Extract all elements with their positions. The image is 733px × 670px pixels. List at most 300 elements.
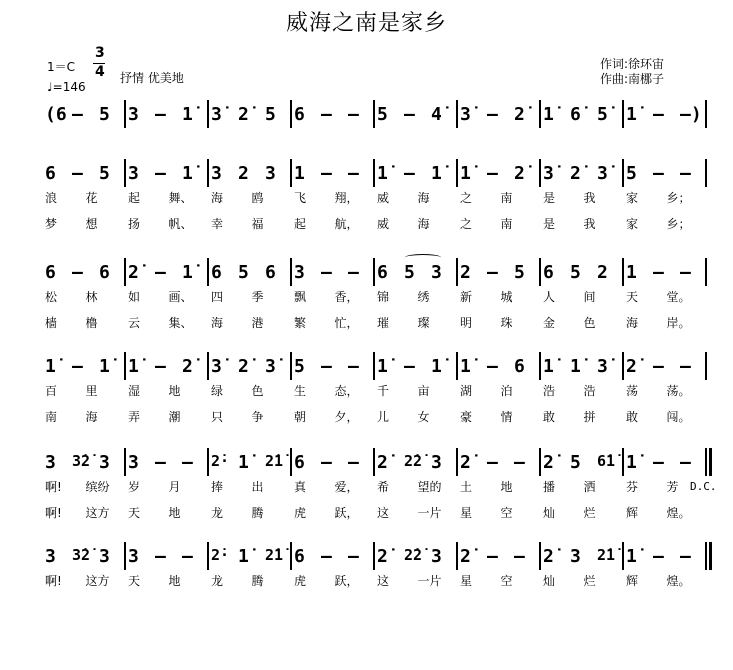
note: – (321, 163, 332, 184)
note: 5 (294, 356, 305, 377)
note: 1̇ (238, 546, 249, 567)
note: 1̇ (182, 163, 193, 184)
note: 3 (431, 546, 442, 567)
lyric: 这方 (85, 574, 110, 588)
lyric: 起 (128, 191, 141, 205)
time-signature-top: 3 (95, 45, 105, 61)
lyric: 跃， (334, 574, 359, 588)
note: 1̇ (570, 356, 581, 377)
note: 1̇ (543, 104, 554, 125)
bar-line (622, 100, 624, 128)
note: 2̇ (543, 546, 554, 567)
note: 2̇ (543, 452, 554, 473)
note: 2̇1̇ (265, 452, 284, 470)
key-signature: 1＝C (47, 60, 76, 74)
lyric: 香， (334, 290, 359, 304)
bar-line (373, 258, 375, 286)
note: 2̇ (460, 546, 471, 567)
bar-line (705, 352, 707, 380)
bar-line (124, 542, 126, 570)
lyric: 煌。 (666, 574, 691, 588)
lyric: 间 (583, 290, 596, 304)
lyric: 地 (168, 506, 181, 520)
lyric: 儿 (377, 410, 390, 424)
note: 6 (377, 262, 388, 283)
lyric: 烂 (583, 506, 596, 520)
bar-line (539, 100, 541, 128)
bar-line (456, 100, 458, 128)
note: 5 (265, 104, 276, 125)
lyric: 色 (251, 384, 264, 398)
lyric: 情 (500, 410, 513, 424)
lyric: 梦 (45, 217, 58, 231)
note: 2̇1̇ (597, 546, 616, 564)
bar-line (207, 352, 209, 380)
bar-line (622, 542, 624, 570)
note: 3 (431, 452, 442, 473)
lyric: 之 (460, 217, 473, 231)
note: 3̇2̇ (72, 546, 91, 564)
lyric: 烂 (583, 574, 596, 588)
lyric: 灿 (543, 574, 556, 588)
lyric: 飞 (294, 191, 307, 205)
lyric: 这 (377, 506, 390, 520)
lyric: 忙， (334, 316, 359, 330)
note: 2̇2̇ (404, 452, 423, 470)
note: – (155, 104, 166, 125)
bar-line (373, 542, 375, 570)
note: 2̇ (570, 163, 581, 184)
lyric: 鸥 (251, 191, 264, 205)
lyric: 珠 (500, 316, 513, 330)
note: 1̇ (543, 356, 554, 377)
lyric: 璨 (417, 316, 430, 330)
lyric: 潮 (168, 410, 181, 424)
note: – (653, 546, 664, 567)
lyric: 松 (45, 290, 58, 304)
bar-line (539, 352, 541, 380)
note: – (653, 163, 664, 184)
note: 6 (265, 262, 276, 283)
bar-line (290, 542, 292, 570)
note: – (514, 452, 525, 473)
lyric: 夕， (334, 410, 359, 424)
lyric: 威 (377, 217, 390, 231)
note: – (321, 262, 332, 283)
note: 5 (238, 262, 249, 283)
note: – (487, 262, 498, 283)
lyric: 南 (500, 217, 513, 231)
lyric: 星 (460, 574, 473, 588)
note: 3̇2̇ (72, 452, 91, 470)
lyric: 地 (168, 574, 181, 588)
lyric: 争 (251, 410, 264, 424)
lyric: 幸 (211, 217, 224, 231)
note: – (182, 452, 193, 473)
lyric: 生 (294, 384, 307, 398)
bar-line (705, 159, 707, 187)
note: 2̇ (514, 104, 525, 125)
lyric: 城 (500, 290, 513, 304)
note: – (155, 163, 166, 184)
bar-line (290, 159, 292, 187)
song-title: 威海之南是家乡 (285, 11, 447, 36)
bar-line (705, 258, 707, 286)
lyric: 堂。 (666, 290, 691, 304)
bar-line (290, 448, 292, 476)
note: 5 (570, 452, 581, 473)
lyric: 福 (251, 217, 264, 231)
note: – (321, 104, 332, 125)
lyric: 这方 (85, 506, 110, 520)
note: 5 (377, 104, 388, 125)
note: – (680, 452, 691, 473)
lyric: 弄 (128, 410, 141, 424)
lyric: 荡。 (666, 384, 691, 398)
note: 5 (570, 262, 581, 283)
note: 3 (128, 104, 139, 125)
note: 6 (514, 356, 525, 377)
bar-line (456, 258, 458, 286)
note: 6 (294, 104, 305, 125)
note: 5 (404, 262, 415, 283)
note: 3 (45, 546, 56, 567)
lyric: 天 (626, 290, 639, 304)
lyric: 空 (500, 506, 513, 520)
bar-line (373, 448, 375, 476)
bar-line (124, 159, 126, 187)
note: 1̇ (128, 356, 139, 377)
note: 1̇ (377, 356, 388, 377)
composer-credit: 作曲:南梛子 (600, 72, 665, 86)
lyric: 只 (211, 410, 224, 424)
lyric: 扬 (128, 217, 141, 231)
note: – (72, 356, 83, 377)
note: – (653, 452, 664, 473)
lyric: 女 (417, 410, 430, 424)
bar-line (539, 159, 541, 187)
lyric: 虎 (294, 506, 307, 520)
lyric: 灿 (543, 506, 556, 520)
bar-line (705, 100, 707, 128)
lyric: 跃， (334, 506, 359, 520)
bar-line (539, 448, 541, 476)
note: 5̇ (597, 104, 608, 125)
bar-line (207, 448, 209, 476)
note: – (348, 356, 359, 377)
lyric: 天 (128, 506, 141, 520)
lyric: 翔， (334, 191, 359, 205)
note: – (653, 104, 664, 125)
lyric: 空 (500, 574, 513, 588)
lyric: 啊! (45, 574, 62, 588)
note: 3̇ (543, 163, 554, 184)
lyric: 季 (251, 290, 264, 304)
note: 6 (45, 163, 56, 184)
note: – (680, 262, 691, 283)
lyric: 一片 (417, 506, 442, 520)
note: 1̇ (238, 452, 249, 473)
note: 2 (597, 262, 608, 283)
note: – (404, 163, 415, 184)
bar-line (539, 542, 541, 570)
lyric: 敢 (543, 410, 556, 424)
note: – (155, 356, 166, 377)
note: 3̇ (265, 356, 276, 377)
lyric: 浪 (45, 191, 58, 205)
note: 6 (294, 452, 305, 473)
lyric: 乡； (666, 217, 691, 231)
note: 1 (294, 163, 305, 184)
lyric: 璀 (377, 316, 390, 330)
lyric: 我 (583, 217, 596, 231)
dc-mark: D.C. (690, 480, 717, 493)
lyric: 腾 (251, 506, 264, 520)
note: 3 (128, 546, 139, 567)
lyric: 绣 (417, 290, 430, 304)
lyric: 百 (45, 384, 58, 398)
lyric: 地 (500, 480, 513, 494)
note: – (487, 104, 498, 125)
note: 3̇ (597, 356, 608, 377)
lyric: 捧 (211, 480, 224, 494)
lyric: 南 (45, 410, 58, 424)
lyric: 四 (211, 290, 224, 304)
note: 6 (45, 262, 56, 283)
note: – (404, 356, 415, 377)
lyric: 想 (85, 217, 98, 231)
bar-line (705, 542, 707, 570)
note: 3̇ (211, 356, 222, 377)
slur-arc (405, 254, 441, 261)
note: 3 (431, 262, 442, 283)
lyric: 橹 (85, 316, 98, 330)
lyric: 星 (460, 506, 473, 520)
note: – (404, 104, 415, 125)
lyric: 土 (460, 480, 473, 494)
note: (6 (45, 104, 67, 125)
lyric: 绿 (211, 384, 224, 398)
lyric: 林 (85, 290, 98, 304)
note: –) (680, 104, 702, 125)
lyric: 天 (128, 574, 141, 588)
lyric: 湿 (128, 384, 141, 398)
lyric: 爱， (334, 480, 359, 494)
lyric: 乡； (666, 191, 691, 205)
lyric: 敢 (626, 410, 639, 424)
bar-line (373, 352, 375, 380)
note: 1̇ (626, 104, 637, 125)
note: – (155, 546, 166, 567)
lyric: 泊 (500, 384, 513, 398)
final-bar-line (709, 542, 712, 570)
lyricist-credit: 作词:徐环宙 (600, 57, 665, 71)
note: – (321, 546, 332, 567)
lyric: 希 (377, 480, 390, 494)
note: 2̇ (460, 452, 471, 473)
lyric: 家 (626, 191, 639, 205)
note: – (680, 163, 691, 184)
lyric: 岁 (128, 480, 141, 494)
note: 2 (460, 262, 471, 283)
lyric: 煌。 (666, 506, 691, 520)
lyric: 浩 (543, 384, 556, 398)
note: 2 (238, 163, 249, 184)
bar-line (124, 100, 126, 128)
final-bar-line (709, 448, 712, 476)
note: 2̇2̇ (404, 546, 423, 564)
note: 5 (514, 262, 525, 283)
note: – (653, 356, 664, 377)
bar-line (622, 352, 624, 380)
note: 6̇ (570, 104, 581, 125)
lyric: 虎 (294, 574, 307, 588)
lyric: 起 (294, 217, 307, 231)
bar-line (456, 159, 458, 187)
lyric: 是 (543, 217, 556, 231)
note: – (72, 262, 83, 283)
lyric: 航， (334, 217, 359, 231)
note: 1̇ (45, 356, 56, 377)
note: 3 (294, 262, 305, 283)
lyric: 集、 (168, 316, 193, 330)
note: 1̇ (431, 356, 442, 377)
lyric: 樯 (45, 316, 58, 330)
note: 6̇1̇ (597, 452, 616, 470)
bar-line (207, 258, 209, 286)
lyric: 一片 (417, 574, 442, 588)
lyric: 岸。 (666, 316, 691, 330)
note: 3 (128, 452, 139, 473)
bar-line (705, 448, 707, 476)
lyric: 芳 (666, 480, 679, 494)
note: 1̇ (182, 262, 193, 283)
note: 1̇ (626, 546, 637, 567)
note: – (321, 452, 332, 473)
lyric: 飘 (294, 290, 307, 304)
note: 3 (265, 163, 276, 184)
lyric: 锦 (377, 290, 390, 304)
note: 4̇ (431, 104, 442, 125)
bar-line (456, 448, 458, 476)
note: 2̇ (514, 163, 525, 184)
lyric: 真 (294, 480, 307, 494)
note: 2̇· (211, 546, 230, 564)
note: 3̇ (460, 104, 471, 125)
bar-line (290, 258, 292, 286)
lyric: 芬 (626, 480, 639, 494)
lyric: 新 (460, 290, 473, 304)
lyric: 海 (626, 316, 639, 330)
note: – (348, 104, 359, 125)
note: 3 (211, 163, 222, 184)
note: 1̇ (460, 163, 471, 184)
lyric: 是 (543, 191, 556, 205)
lyric: 啊! (45, 506, 62, 520)
note: 2̇ (626, 356, 637, 377)
lyric: 海 (211, 316, 224, 330)
note: 2̇ (377, 452, 388, 473)
lyric: 这 (377, 574, 390, 588)
lyric: 花 (85, 191, 98, 205)
lyric: 如 (128, 290, 141, 304)
bar-line (373, 159, 375, 187)
note: 1 (626, 262, 637, 283)
note: 2̇ (377, 546, 388, 567)
bar-line (290, 352, 292, 380)
note: – (487, 452, 498, 473)
bar-line (207, 542, 209, 570)
lyric: 南 (500, 191, 513, 205)
lyric: 洒 (583, 480, 596, 494)
note: 3̇ (597, 163, 608, 184)
note: 3 (99, 546, 110, 567)
note: 3 (128, 163, 139, 184)
note: 2̇· (211, 452, 230, 470)
lyric: 播 (543, 480, 556, 494)
note: 3 (570, 546, 581, 567)
lyric: 月 (168, 480, 181, 494)
lyric: 荡 (626, 384, 639, 398)
note: – (680, 356, 691, 377)
mood-mark: 抒情 优美地 (120, 71, 184, 85)
bar-line (207, 100, 209, 128)
note: – (348, 262, 359, 283)
lyric: 人 (543, 290, 556, 304)
lyric: 腾 (251, 574, 264, 588)
note: 5 (99, 163, 110, 184)
lyric: 龙 (211, 574, 224, 588)
note: – (487, 163, 498, 184)
lyric: 海 (417, 191, 430, 205)
note: – (155, 262, 166, 283)
note: – (348, 163, 359, 184)
tempo-mark: ♩=146 (47, 80, 86, 94)
note: 3 (99, 452, 110, 473)
bar-line (207, 159, 209, 187)
note: 5 (99, 104, 110, 125)
lyric: 啊! (45, 480, 62, 494)
lyric: 繁 (294, 316, 307, 330)
note: – (321, 356, 332, 377)
bar-line (622, 258, 624, 286)
lyric: 之 (460, 191, 473, 205)
lyric: 海 (211, 191, 224, 205)
note: 1̇ (431, 163, 442, 184)
bar-line (290, 100, 292, 128)
note: 5 (626, 163, 637, 184)
bar-line (124, 448, 126, 476)
note: – (514, 546, 525, 567)
lyric: 千 (377, 384, 390, 398)
note: 6 (211, 262, 222, 283)
lyric: 态， (334, 384, 359, 398)
lyric: 龙 (211, 506, 224, 520)
note: – (348, 452, 359, 473)
note: 2̇ (128, 262, 139, 283)
lyric: 豪 (460, 410, 473, 424)
note: 2̇ (238, 356, 249, 377)
lyric: 家 (626, 217, 639, 231)
note: 2̇1̇ (265, 546, 284, 564)
note: 3 (45, 452, 56, 473)
note: 6 (543, 262, 554, 283)
note: 3̇ (211, 104, 222, 125)
lyric: 湖 (460, 384, 473, 398)
lyric: 朝 (294, 410, 307, 424)
note: – (72, 104, 83, 125)
lyric: 辉 (626, 574, 639, 588)
